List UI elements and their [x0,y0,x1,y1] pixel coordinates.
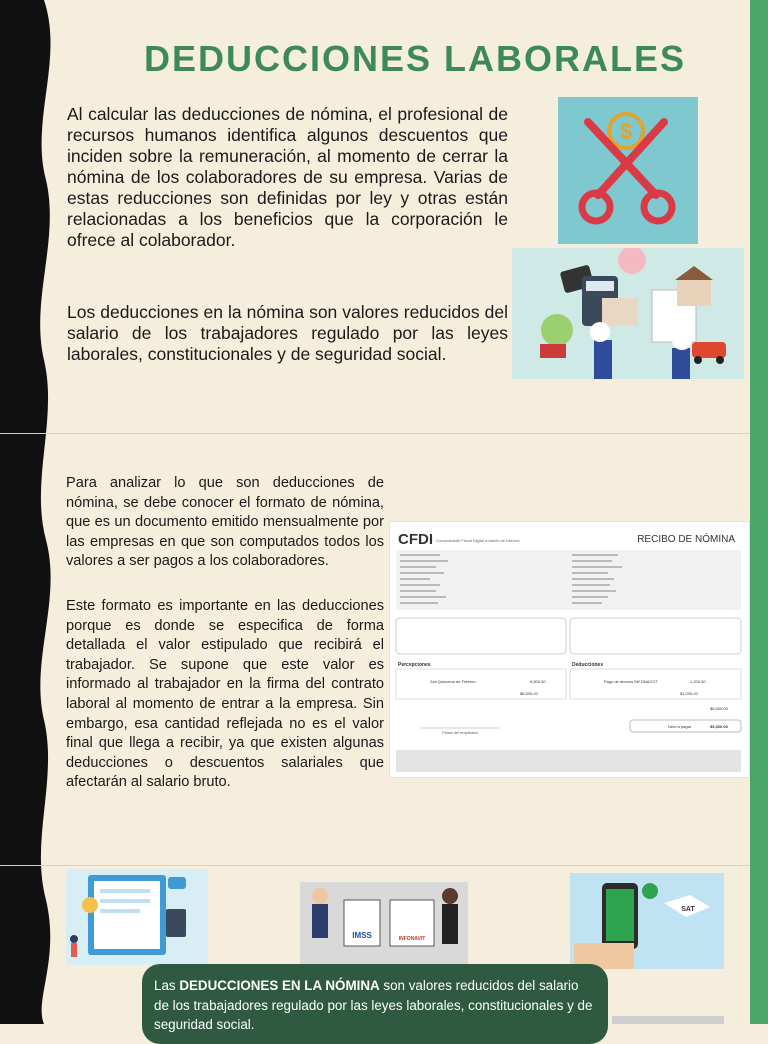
receipt-concepto-deduccion: Pago de abonos INFONACOT [604,679,658,684]
callout-bold-text: DEDUCCIONES EN LA NÓMINA [179,978,380,993]
receipt-percepciones-label: Percepciones [398,662,431,668]
callout-box [142,964,608,1044]
mobile-payment-image [570,873,724,969]
scissors-dollar-image [558,97,698,244]
receipt-total-deducciones: $1,200.00 [680,691,698,696]
imss-infonavit-image [300,882,468,964]
svg-text:$: $ [619,119,633,144]
finance-collage-image [512,248,744,379]
phone-sat-icon [570,873,724,969]
receipt-total-percepciones: $6,500.00 [520,691,538,696]
right-accent-bar [750,0,768,1024]
receipt-heading: RECIBO DE NÓMINA [637,534,735,545]
receipt-deducciones-label: Deducciones [572,662,604,668]
payroll-form-image [66,869,208,965]
imss-logo-text: IMSS [352,931,372,940]
sat-logo-text: SAT [681,906,695,913]
format-importance-paragraph: Este formato es importante en las deducciones porque es donde se especifica de forma detallada el valor estipulado que recibirá el trabajador. Se supone que este valor es informado al trabajador en la firma del contrato laboral al momento de entrar a la empresa. Sin embargo, esa cantidad reflejada no es el valor final que llega a recibir, ya que existen algunas deducciones o descuentos salariales que afectarán al salario bruto. [66,598,384,791]
calculator-hands-icon [512,248,744,379]
receipt-brand-sub: Comprobante Fiscal Digital a través de Internet [436,538,520,543]
infonavit-logo-text: INFONAVIT [398,936,426,942]
payroll-receipt-image [389,521,750,778]
receipt-neto: $5,300.00 [710,724,728,729]
scissors-icon [558,97,698,244]
callout-text-start: Las [154,978,180,993]
left-wave-border [0,0,62,1024]
partial-bottom-image [612,1016,724,1024]
section-divider [0,433,750,434]
receipt-document-icon [390,522,749,777]
document-calculator-icon [66,869,208,965]
section-divider [0,865,750,866]
callout-text-end: son valores reducidos del salario de los trabajadores regulado por las leyes laborales, constitucionales y de seguridad social. [154,978,593,1033]
format-paragraph: Para analizar lo que son deducciones de nómina, se debe conocer el formato de nómina, que es un documento emitido mensualmente por las empresas en que son computados todos los valores a ser pagos a los colaboradores. [66,475,384,570]
receipt-neto-label: Neto a pagar [668,724,692,729]
receipt-importe-percepcion: 6,500.00 [530,679,546,684]
definition-paragraph: Los deducciones en la nómina son valores reducidos del salario de los trabajadores regulado por las leyes laborales, constitucionales y de seguridad social. [67,302,508,364]
receipt-subtotal: $6,500.00 [710,706,728,711]
intro-paragraph: Al calcular las deducciones de nómina, el profesional de recursos humanos identifica algunos descuentos que inciden sobre la remuneración, al momento de cerrar la nómina de los colaboradores de su empresa. Varias de estas reducciones son definidas por ley y otras están relacionadas a los beneficios que la corporación le ofrece al colaborador. [67,104,508,250]
receipt-importe-deduccion: 1,200.00 [690,679,706,684]
receipt-brand: CFDI [398,531,433,548]
imss-infonavit-icon [300,882,468,964]
page-title: DEDUCCIONES LABORALES [143,38,687,79]
receipt-concepto-percepcion: 2da Quincena de Febrero [430,679,476,684]
receipt-firma: Firma del empleado [442,730,478,735]
